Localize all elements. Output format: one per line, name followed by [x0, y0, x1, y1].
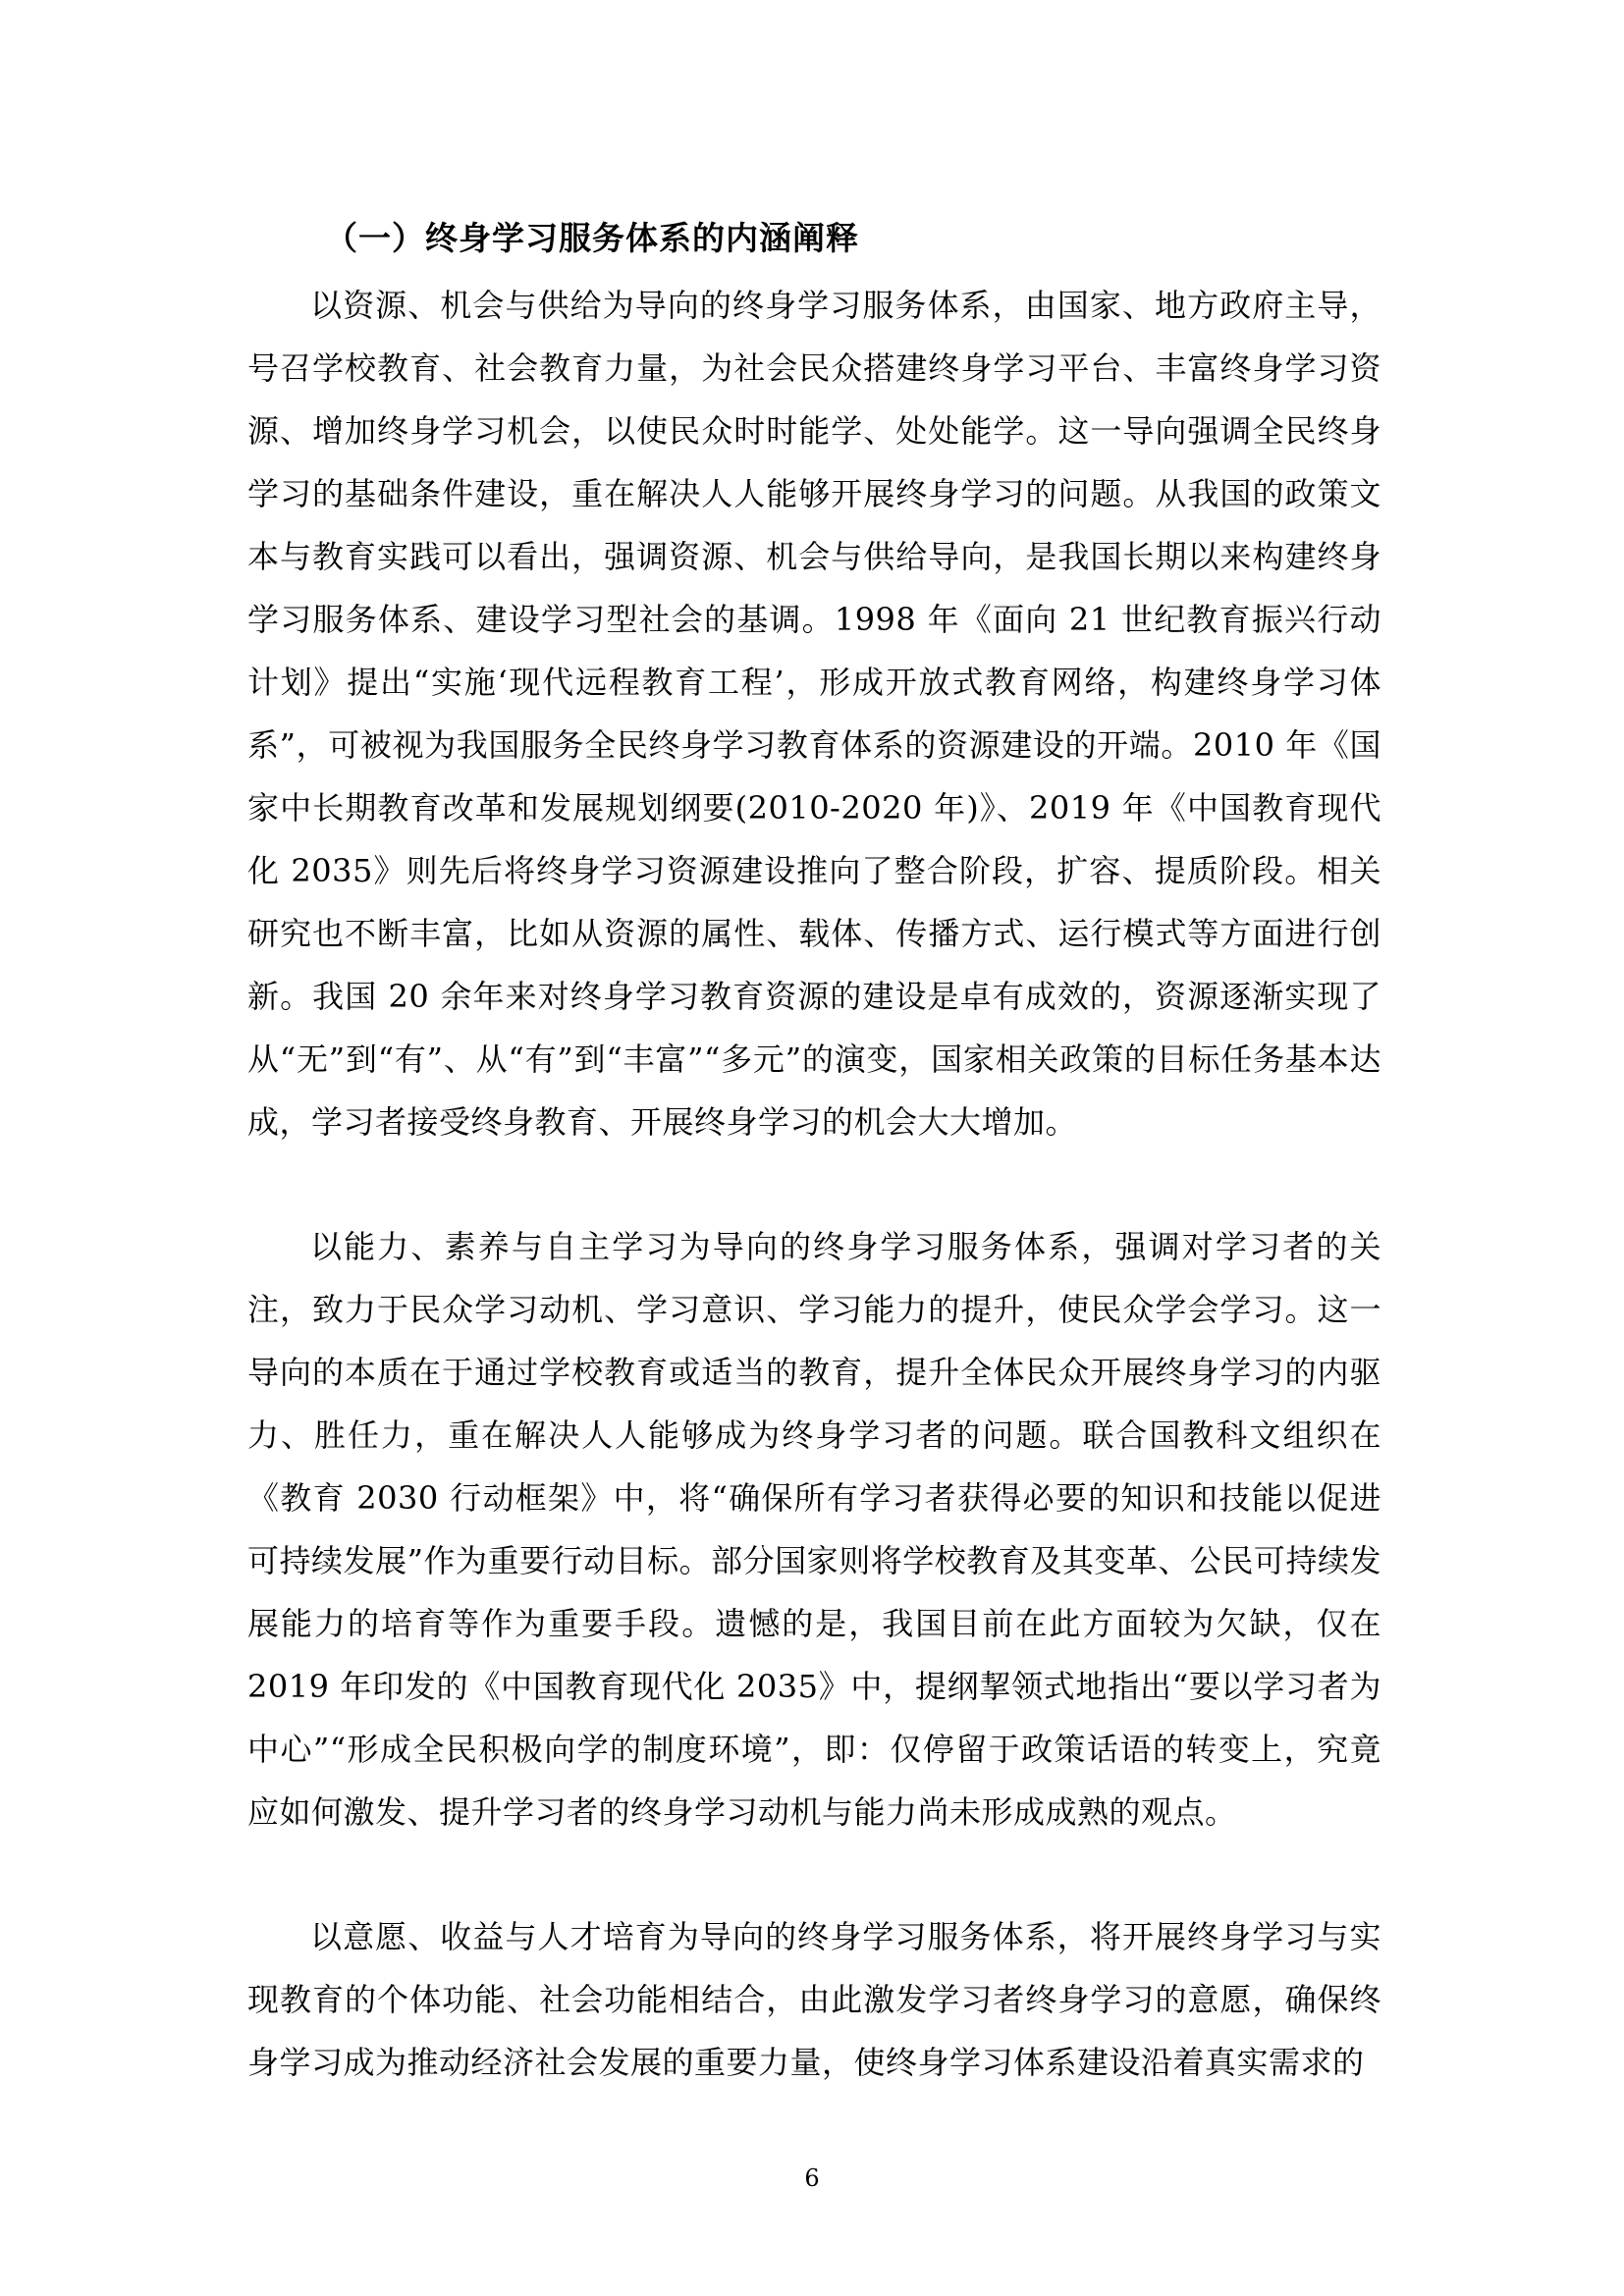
paragraph-resources-orientation: 以资源、机会与供给为导向的终身学习服务体系，由国家、地方政府主导，号召学校教育、社会教育力量，为社会民众搭建终身学习平台、丰富终身学习资源、增加终身学习机会，以使民众时时能学、处处能学。这一导向强调全民终身学习的基础条件建设，重在解决人人能够开展终身学习的问题。从我国的政策文本与教育实践可以看出，强调资源、机会与供给导向，是我国长期以来构建终身学习服务体系、建设学习型社会的基调。1998 年《面向 21 世纪教育振兴行动计划》提出“实施‘现代远程教育工程’，形成开放式教育网络，构建终身学习体系”，可被视为我国服务全民终身学习教育体系的资源建设的开端。2010 年《国家中长期教育改革和发展规划纲要(2010-2020 年)》、2019 年《中国教育现代化 2035》则先后将终身学习资源建设推向了整合阶段，扩容、提质阶段。相关研究也不断丰富，比如从资源的属性、载体、传播方式、运行模式等方面进行创新。我国 20 余年来对终身学习教育资源的建设是卓有成效的，资源逐渐实现了从“无”到“有”、从“有”到“丰富”“多元”的演变，国家相关政策的目标任务基本达成，学习者接受终身教育、开展终身学习的机会大大增加。: [247, 287, 1381, 1141]
paragraph-ability-orientation: 以能力、素养与自主学习为导向的终身学习服务体系，强调对学习者的关注，致力于民众学习动机、学习意识、学习能力的提升，使民众学会学习。这一导向的本质在于通过学校教育或适当的教育，提升全体民众开展终身学习的内驱力、胜任力，重在解决人人能够成为终身学习者的问题。联合国教科文组织在《教育 2030 行动框架》中，将“确保所有学习者获得必要的知识和技能以促进可持续发展”作为重要行动目标。部分国家则将学校教育及其变革、公民可持续发展能力的培育等作为重要手段。遗憾的是，我国目前在此方面较为欠缺，仅在 2019 年印发的《中国教育现代化 2035》中，提纲挈领式地指出“要以学习者为中心”“形成全民积极向学的制度环境”，即：仅停留于政策话语的转变上，究竟应如何激发、提升学习者的终身学习动机与能力尚未形成成熟的观点。: [247, 1228, 1381, 1831]
section-heading: （一）终身学习服务体系的内涵阐释: [325, 219, 859, 257]
paragraph-willingness-orientation: 以意愿、收益与人才培育为导向的终身学习服务体系，将开展终身学习与实现教育的个体功能、社会功能相结合，由此激发学习者终身学习的意愿，确保终身学习成为推动经济社会发展的重要力量，使终身学习体系建设沿着真实需求的: [247, 1918, 1381, 2081]
page-number: 6: [804, 2164, 820, 2192]
